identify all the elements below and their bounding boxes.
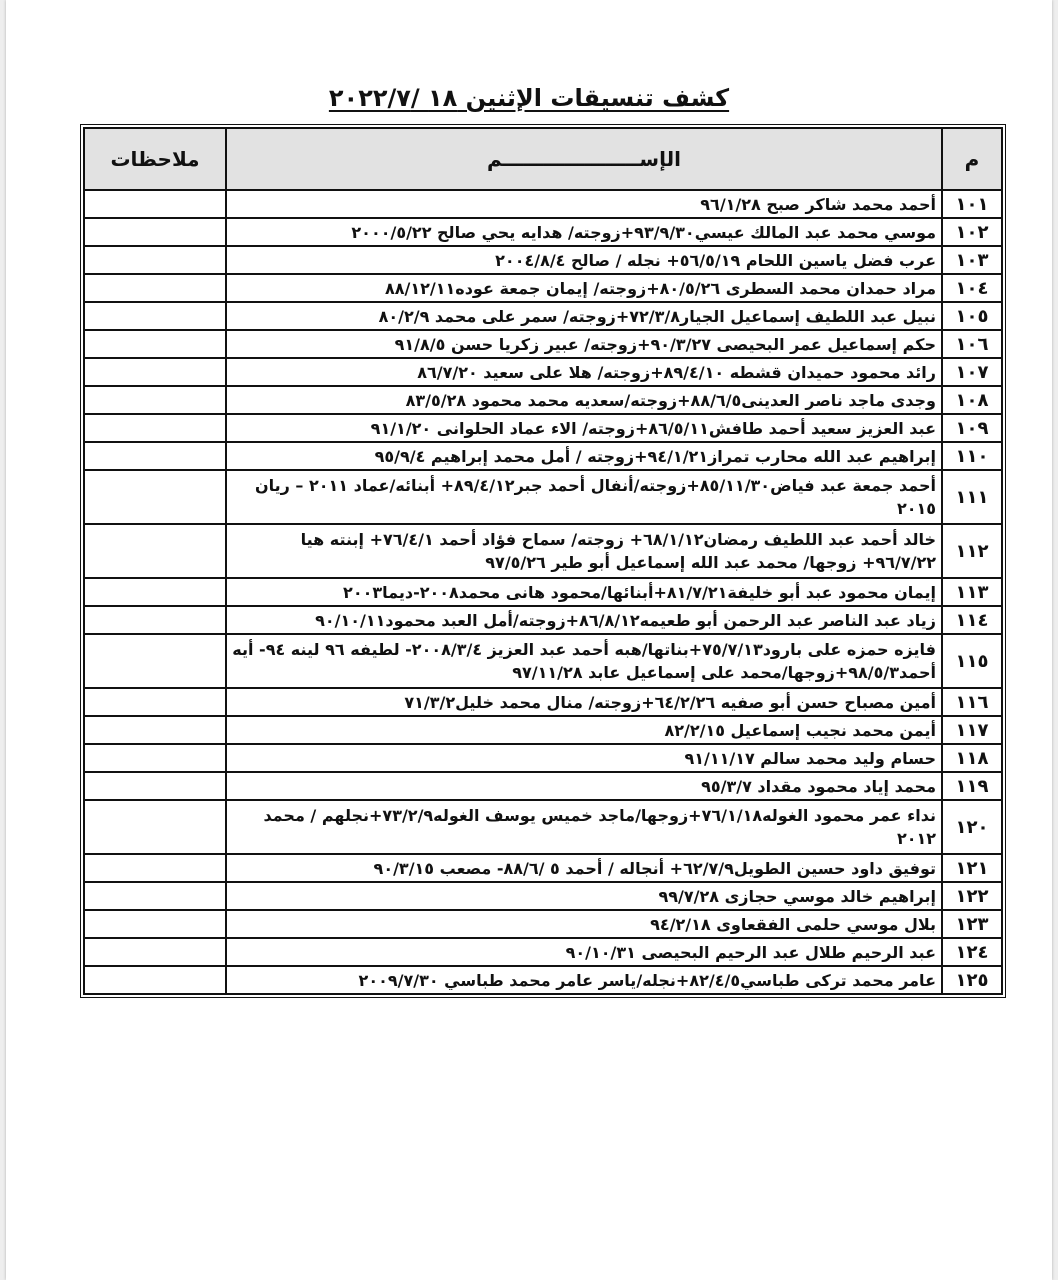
- row-name: وجدى ماجد ناصر العدينى٨٨/٦/٥+زوجته/سعديه محمد محمود ٨٣/٥/٢٨: [226, 386, 942, 414]
- row-notes: [84, 938, 226, 966]
- row-number: ١١٦: [942, 688, 1002, 716]
- table-row: [84, 634, 1002, 688]
- row-number: ١٠٥: [942, 302, 1002, 330]
- row-notes: [84, 358, 226, 386]
- table-row: [84, 302, 1002, 330]
- row-name: نداء عمر محمود الغوله٧٦/١/١٨+زوجها/ماجد خميس يوسف الغوله٧٣/٢/٩+نجلهم / محمد ٢٠١٢: [226, 800, 942, 854]
- header-notes: ملاحظات: [84, 128, 226, 190]
- table-row: [84, 772, 1002, 800]
- row-notes: [84, 716, 226, 744]
- table-row: [84, 330, 1002, 358]
- row-name: عبد الرحيم طلال عبد الرحيم البحيصى ٩٠/١٠/٣١: [226, 938, 942, 966]
- table-row: [84, 744, 1002, 772]
- row-number: ١١٨: [942, 744, 1002, 772]
- row-name: إيمان محمود عبد أبو خليفة٨١/٧/٢١+أبنائها/محمود هانى محمد٢٠٠٨-ديما٢٠٠٣: [226, 578, 942, 606]
- table-header-row: [84, 128, 1002, 190]
- table-row: [84, 688, 1002, 716]
- table-row: [84, 882, 1002, 910]
- row-notes: [84, 386, 226, 414]
- row-name: زياد عبد الناصر عبد الرحمن أبو طعيمه٨٦/٨/١٢+زوجته/أمل العبد محمود٩٠/١٠/١١: [226, 606, 942, 634]
- table-row: [84, 442, 1002, 470]
- header-name: الإســــــــــــــــــــم: [226, 128, 942, 190]
- table-row: [84, 218, 1002, 246]
- row-name: أحمد جمعة عبد فياض٨٥/١١/٣٠+زوجته/أنفال أحمد جبر٨٩/٤/١٢+ أبنائه/عماد ٢٠١١ – ريان ٢٠١٥: [226, 470, 942, 524]
- row-number: ١٢٢: [942, 882, 1002, 910]
- row-number: ١٢٤: [942, 938, 1002, 966]
- table-row: [84, 606, 1002, 634]
- row-name: نبيل عبد اللطيف إسماعيل الجيار٧٢/٣/٨+زوجته/ سمر على محمد ٨٠/٢/٩: [226, 302, 942, 330]
- row-name: محمد إياد محمود مقداد ٩٥/٣/٧: [226, 772, 942, 800]
- header-number: م: [942, 128, 1002, 190]
- row-name: عامر محمد تركى طباسي٨٢/٤/٥+نجله/ياسر عامر محمد طباسي ٢٠٠٩/٧/٣٠: [226, 966, 942, 994]
- table-row: [84, 190, 1002, 218]
- row-number: ١٠٣: [942, 246, 1002, 274]
- row-name: عبد العزيز سعيد أحمد طافش٨٦/٥/١١+زوجته/ الاء عماد الحلوانى ٩١/١/٢٠: [226, 414, 942, 442]
- table-row: [84, 386, 1002, 414]
- table-row: [84, 578, 1002, 606]
- row-notes: [84, 688, 226, 716]
- row-name: موسي محمد عبد المالك عيسي٩٣/٩/٣٠+زوجته/ هدايه يحي صالح ٢٠٠٠/٥/٢٢: [226, 218, 942, 246]
- row-number: ١٠٢: [942, 218, 1002, 246]
- row-name: إبراهيم خالد موسي حجازى ٩٩/٧/٢٨: [226, 882, 942, 910]
- page-title: كشف تنسيقات الإثنين ١٨ /٢٠٢٢/٧: [328, 84, 730, 112]
- row-name: إبراهيم عبد الله محارب تمراز٩٤/١/٢١+زوجته / أمل محمد إبراهيم ٩٥/٩/٤: [226, 442, 942, 470]
- table-row: [84, 910, 1002, 938]
- row-name: فايزه حمزه على بارود٧٥/٧/١٣+بناتها/هبه أحمد عبد العزيز ٢٠٠٨/٣/٤- لطيفه ٩٦ لينه ٩٤- أيه أحمد٩٨/٥/٣+زوجها/محمد على إسماعيل عابد ٩٧/١١/٢٨: [226, 634, 942, 688]
- row-number: ١٢٥: [942, 966, 1002, 994]
- row-number: ١١٠: [942, 442, 1002, 470]
- row-number: ١٠٩: [942, 414, 1002, 442]
- row-name: توفيق داود حسين الطويل٦٢/٧/٩+ أنجاله / أحمد ٥ /٨٨/٦- مصعب ٩٠/٣/١٥: [226, 854, 942, 882]
- row-number: ١١٥: [942, 634, 1002, 688]
- row-notes: [84, 246, 226, 274]
- row-name: أحمد محمد شاكر صبح ٩٦/١/٢٨: [226, 190, 942, 218]
- row-number: ١١٢: [942, 524, 1002, 578]
- row-name: خالد أحمد عبد اللطيف رمضان٦٨/١/١٢+ زوجته/ سماح فؤاد أحمد ٧٦/٤/١+ إبنته هيا ٩٦/٧/٢٢+ زوجها/ محمد عبد الله إسماعيل أبو طير ٩٧/٥/٢٦: [226, 524, 942, 578]
- row-name: حسام وليد محمد سالم ٩١/١١/١٧: [226, 744, 942, 772]
- row-number: ١٢٣: [942, 910, 1002, 938]
- row-number: ١٢١: [942, 854, 1002, 882]
- row-notes: [84, 772, 226, 800]
- table-row: [84, 358, 1002, 386]
- table-row: [84, 274, 1002, 302]
- names-table: [80, 124, 1006, 998]
- row-name: أيمن محمد نجيب إسماعيل ٨٢/٢/١٥: [226, 716, 942, 744]
- row-name: حكم إسماعيل عمر البحيصى ٩٠/٣/٢٧+زوجته/ عبير زكريا حسن ٩١/٨/٥: [226, 330, 942, 358]
- row-notes: [84, 910, 226, 938]
- row-name: بلال موسي حلمى الفقعاوى ٩٤/٢/١٨: [226, 910, 942, 938]
- table-row: [84, 414, 1002, 442]
- table-row: [84, 854, 1002, 882]
- row-notes: [84, 414, 226, 442]
- row-notes: [84, 854, 226, 882]
- table-row: [84, 716, 1002, 744]
- row-notes: [84, 470, 226, 524]
- table-row: [84, 800, 1002, 854]
- row-notes: [84, 800, 226, 854]
- table-row: [84, 524, 1002, 578]
- row-number: ١٠٨: [942, 386, 1002, 414]
- table-row: [84, 966, 1002, 994]
- row-name: أمين مصباح حسن أبو صفيه ٦٤/٢/٢٦+زوجته/ منال محمد خليل٧١/٣/٢: [226, 688, 942, 716]
- row-notes: [84, 442, 226, 470]
- row-notes: [84, 524, 226, 578]
- row-notes: [84, 302, 226, 330]
- row-number: ١٠٧: [942, 358, 1002, 386]
- table-row: [84, 938, 1002, 966]
- row-number: ١١٣: [942, 578, 1002, 606]
- row-notes: [84, 218, 226, 246]
- row-number: ١٠٦: [942, 330, 1002, 358]
- table-row: [84, 470, 1002, 524]
- row-number: ١٠١: [942, 190, 1002, 218]
- row-notes: [84, 330, 226, 358]
- row-notes: [84, 190, 226, 218]
- row-number: ١١٤: [942, 606, 1002, 634]
- row-number: ١١٧: [942, 716, 1002, 744]
- row-number: ١٠٤: [942, 274, 1002, 302]
- row-name: رائد محمود حميدان قشطه ٨٩/٤/١٠+زوجته/ هلا على سعيد ٨٦/٧/٢٠: [226, 358, 942, 386]
- row-notes: [84, 578, 226, 606]
- row-number: ١١١: [942, 470, 1002, 524]
- row-notes: [84, 274, 226, 302]
- document-page: [6, 0, 1052, 1280]
- row-number: ١١٩: [942, 772, 1002, 800]
- table-row: [84, 246, 1002, 274]
- row-notes: [84, 606, 226, 634]
- row-notes: [84, 966, 226, 994]
- row-name: عرب فضل ياسين اللحام ٥٦/٥/١٩+ نجله / صالح ٢٠٠٤/٨/٤: [226, 246, 942, 274]
- row-number: ١٢٠: [942, 800, 1002, 854]
- row-name: مراد حمدان محمد السطرى ٨٠/٥/٢٦+زوجته/ إيمان جمعة عوده٨٨/١٢/١١: [226, 274, 942, 302]
- row-notes: [84, 744, 226, 772]
- row-notes: [84, 882, 226, 910]
- row-notes: [84, 634, 226, 688]
